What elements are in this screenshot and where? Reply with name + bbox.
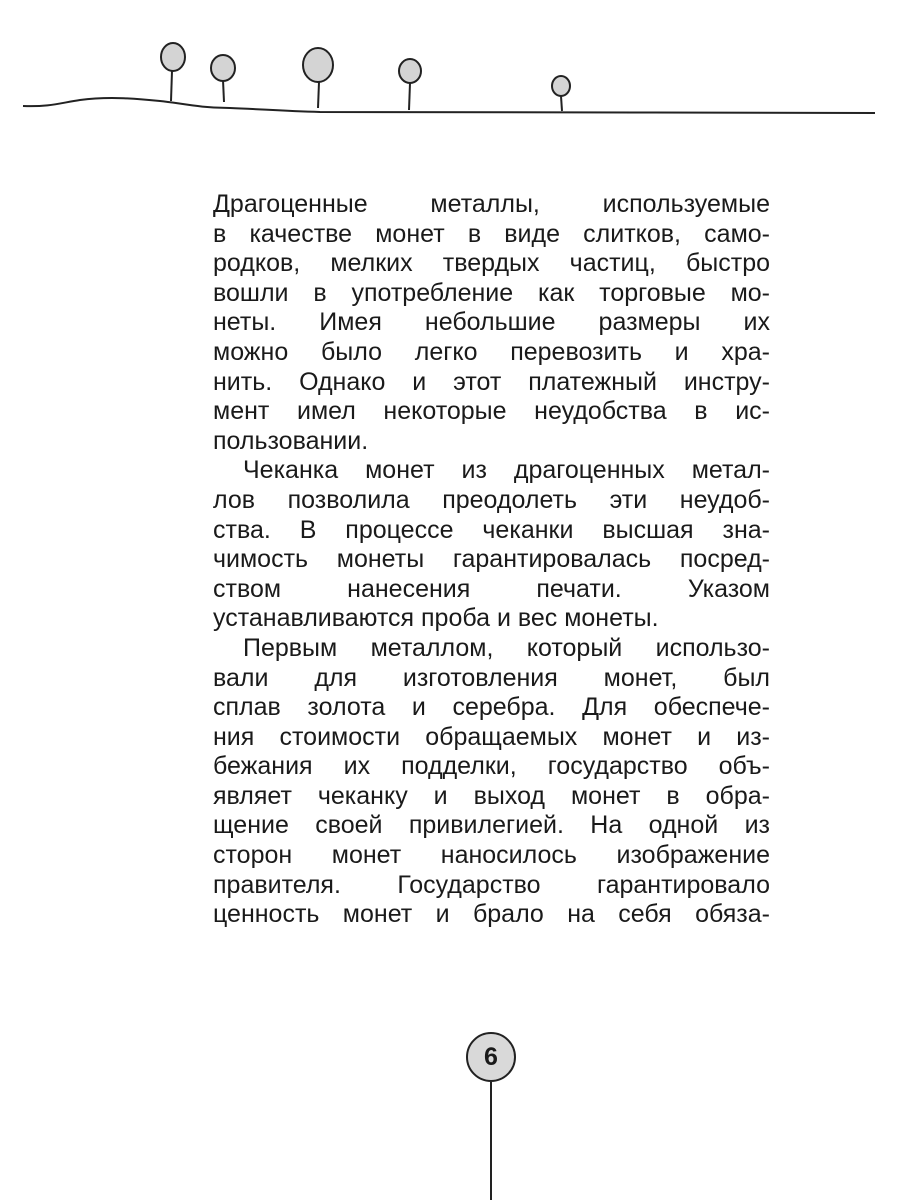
text-line: лов позволила преодолеть эти неудоб- <box>213 485 770 514</box>
text-line: бежания их подделки, государство объ- <box>213 752 770 781</box>
text-line: Первым металлом, который использо- <box>243 633 770 662</box>
text-line: вали для изготовления монет, был <box>213 663 770 692</box>
text-line: вошли в употребление как торговые мо- <box>213 278 770 307</box>
text-line: ценность монет и брало на себя обяза- <box>213 900 770 929</box>
text-line: пользовании. <box>213 426 369 455</box>
text-line: Драгоценные металлы, используемые <box>213 190 770 218</box>
text-line: чимость монеты гарантировалась посред- <box>213 545 770 574</box>
text-line: сплав золота и серебра. Для обеспече- <box>213 693 770 722</box>
text-line: можно было легко перевозить и хра- <box>213 337 770 366</box>
paragraph <box>213 190 770 456</box>
text-line: щение своей привилегией. На одной из <box>213 811 770 840</box>
text-line: являет чеканку и выход монет в обра- <box>213 781 770 810</box>
text-line: нить. Однако и этот платежный инстру- <box>213 367 770 396</box>
text-line: устанавливаются проба и вес монеты. <box>213 604 659 633</box>
text-line: правителя. Государство гарантировало <box>213 870 770 899</box>
page-number: 6 <box>466 1032 516 1082</box>
page-number-stem <box>490 1082 492 1200</box>
header-decoration-trees <box>0 0 900 130</box>
text-line: неты. Имея небольшие размеры их <box>213 308 770 337</box>
paragraph <box>213 634 770 930</box>
text-line: Чеканка монет из драгоценных метал- <box>243 456 770 485</box>
text-line: ства. В процессе чеканки высшая зна- <box>213 515 770 544</box>
paragraph <box>213 456 770 634</box>
text-line: мент имел некоторые неудобства в ис- <box>213 397 770 426</box>
text-line: родков, мелких твердых частиц, быстро <box>213 249 770 278</box>
body-text <box>213 190 770 930</box>
text-line: ством нанесения печати. Указом <box>213 574 770 603</box>
text-line: в качестве монет в виде слитков, само- <box>213 219 770 248</box>
text-line: ния стоимости обращаемых монет и из- <box>213 722 770 751</box>
text-line: сторон монет наносилось изображение <box>213 841 770 870</box>
